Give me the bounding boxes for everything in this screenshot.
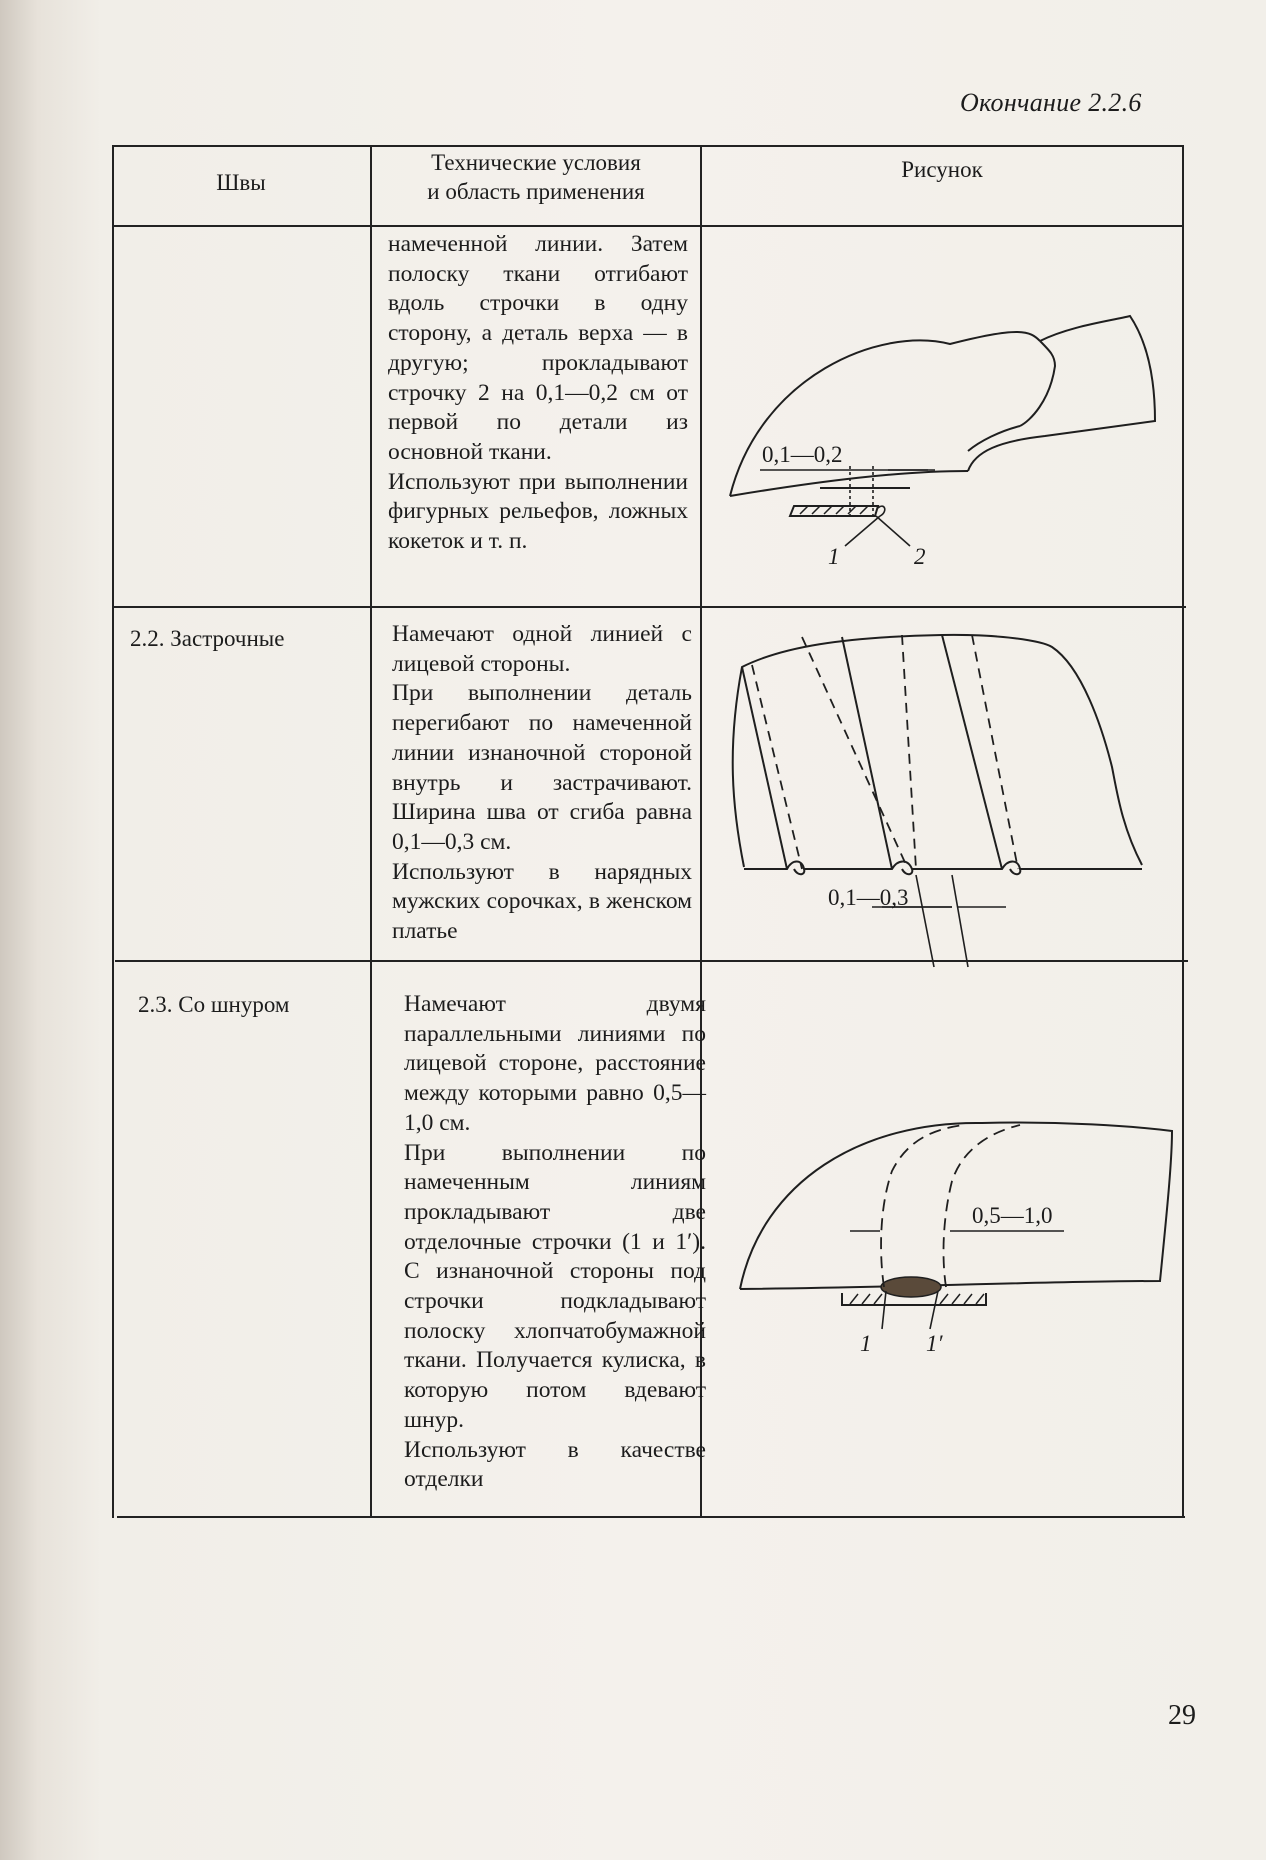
figure-1-label-1: 1 bbox=[828, 544, 840, 569]
fabric-outline-right bbox=[968, 316, 1155, 471]
row-3-paragraph-1: Намечают двумя параллельными линиями по лицевой стороне, расстояние между которыми равно 0,5—1,0 см. bbox=[404, 991, 706, 1136]
page-number: 29 bbox=[1168, 1700, 1196, 1731]
row-2-paragraph-3: Используют в нарядных мужских сорочках, в женском платье bbox=[392, 858, 692, 945]
fabric-outline bbox=[740, 1123, 1172, 1289]
figure-1-dimension: 0,1—0,2 bbox=[762, 442, 843, 467]
row-3-seam-name: 2.3. Со шнуром bbox=[138, 992, 290, 1017]
figure-1-label-2: 2 bbox=[914, 544, 926, 569]
header-seams: Швы bbox=[216, 170, 266, 195]
table-top-border bbox=[112, 145, 1183, 147]
table-right-border bbox=[1182, 145, 1184, 1518]
fabric-outline bbox=[733, 635, 1142, 867]
table-left-border bbox=[112, 145, 114, 1518]
row-1-paragraph-1: намеченной линии. Затем полоску ткани отгибают вдоль строчки в одну сторону, а деталь верха — в другую; прокладывают строчку 2 на 0,1—0,2 см от первой по детали из основной ткани. bbox=[388, 231, 688, 465]
figure-1-seam-drawing bbox=[700, 226, 1182, 606]
header-figure: Рисунок bbox=[901, 157, 983, 182]
row-3-paragraph-3: Используют в качестве отделки bbox=[404, 1436, 706, 1493]
row-2-paragraph-1: Намечают одной линией с лицевой стороны. bbox=[392, 621, 692, 677]
figure-3-label-1-prime: 1′ bbox=[926, 1331, 943, 1356]
figure-3-cord-drawing bbox=[702, 961, 1182, 1516]
page-header: Окончание 2.2.6 bbox=[960, 88, 1142, 117]
cord-icon bbox=[881, 1277, 941, 1297]
row-2-conditions bbox=[392, 620, 692, 947]
row-3-paragraph-2: При выполнении по намеченным линиям прокладывают две отделочные строчки (1 и 1′). С изнаночной стороны под строчки подкладывают полоску хлопчатобумажной ткани. Получается кулиска, в которую потом вдевают шнур. bbox=[404, 1139, 706, 1433]
row-2-paragraph-2: При выполнении деталь перегибают по намеченной линии изнаночной стороной внутрь и застрачивают. Ширина шва от сгиба равна 0,1—0,3 см. bbox=[392, 680, 692, 855]
figure-3-dimension: 0,5—1,0 bbox=[972, 1203, 1053, 1228]
header-conditions-line1: Технические условия bbox=[431, 150, 641, 175]
figure-2-tuck-drawing bbox=[702, 607, 1182, 960]
row-3-conditions bbox=[404, 990, 706, 1495]
table-bottom-border bbox=[117, 1516, 1185, 1518]
figure-2-dimension: 0,1—0,3 bbox=[828, 885, 909, 910]
row-1-paragraph-2: Используют при выполнении фигурных рельефов, ложных кокеток и т. п. bbox=[388, 468, 688, 555]
fabric-outline-top bbox=[730, 332, 1040, 496]
row-1-conditions bbox=[388, 230, 688, 557]
column-divider-1 bbox=[370, 145, 372, 1518]
row-2-seam-name: 2.2. Застрочные bbox=[130, 626, 285, 651]
header-conditions-line2: и область применения bbox=[427, 179, 645, 204]
header-conditions bbox=[372, 148, 700, 206]
figure-3-label-1: 1 bbox=[860, 1331, 872, 1356]
